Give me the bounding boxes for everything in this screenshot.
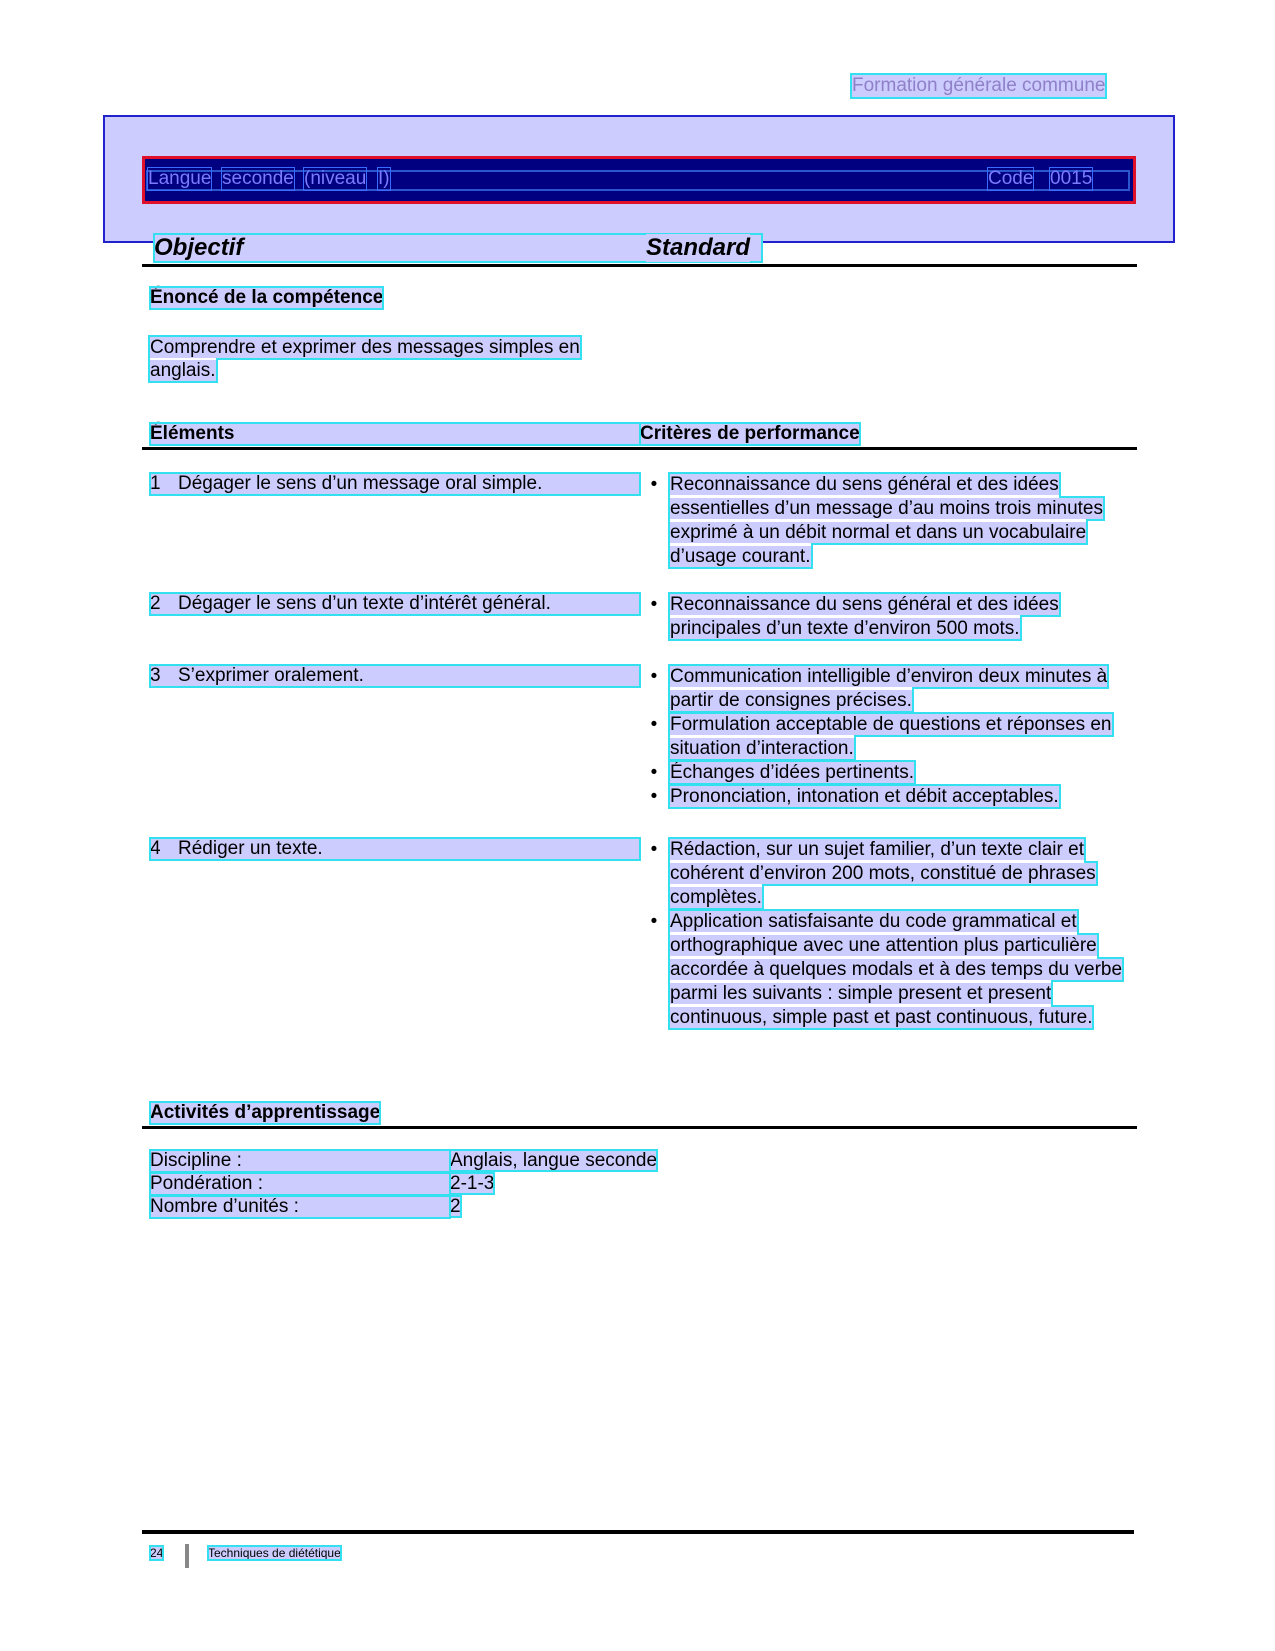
element-text: Rédiger un texte.: [178, 838, 323, 859]
criterion-item: [650, 910, 1130, 1030]
criterion-item: [650, 665, 1130, 713]
bullet-icon: •: [650, 666, 658, 687]
element-row-2: [150, 593, 640, 615]
element-row-3: [150, 665, 640, 687]
bullet-icon: •: [650, 714, 658, 735]
bullet-icon: •: [650, 786, 658, 807]
criterion-text: Formulation acceptable de questions et réponses en situation d’interaction.: [670, 714, 1112, 759]
element-row-4: [150, 838, 640, 860]
element-text: S’exprimer oralement.: [178, 665, 364, 686]
competence-heading: Énoncé de la compétence: [150, 287, 384, 308]
course-code-label: Code: [988, 168, 1034, 189]
bullet-icon: •: [650, 762, 658, 783]
units-label: Nombre d’unités :: [150, 1196, 450, 1218]
elements-heading: Éléments: [150, 423, 640, 445]
criterion-item: [650, 473, 1130, 569]
competence-text: [150, 336, 620, 382]
element-number: 4: [150, 838, 161, 859]
criterion-text: Reconnaissance du sens général et des idées essentielles d’un message d’au moins trois minutes exprimé à un débit normal et dans un vocabulaire d’usage courant.: [670, 474, 1103, 567]
element-text: Dégager le sens d’un message oral simple.: [178, 473, 543, 494]
element-number: 3: [150, 665, 161, 686]
element-row-1: [150, 473, 640, 495]
ponderation-value: 2-1-3: [450, 1173, 495, 1194]
competence-text-content: Comprendre et exprimer des messages simples en anglais.: [150, 337, 580, 381]
ponderation-row: [150, 1173, 494, 1195]
objectif-heading-text: Objectif: [154, 234, 244, 261]
footer-rule: [142, 1530, 1134, 1534]
bullet-icon: •: [650, 594, 658, 615]
criteria-list-3: [650, 665, 1130, 809]
course-code-value: 0015: [1050, 168, 1093, 189]
element-text: Dégager le sens d’un texte d’intérêt général.: [178, 593, 551, 614]
element-number: 2: [150, 593, 161, 614]
discipline-label: Discipline :: [150, 1150, 450, 1172]
activities-heading: Activités d’apprentissage: [150, 1102, 381, 1123]
criterion-item: [650, 593, 1130, 641]
running-header: Formation générale commune: [852, 75, 1106, 96]
activities-rule: [142, 1126, 1137, 1129]
heading-rule: [142, 264, 1137, 267]
criterion-item: [650, 713, 1130, 761]
criterion-item: [650, 785, 1130, 809]
criterion-item: [650, 838, 1130, 910]
criterion-text: Rédaction, sur un sujet familier, d’un texte clair et cohérent d’environ 200 mots, constitué de phrases complètes.: [670, 839, 1096, 908]
bullet-icon: •: [650, 474, 658, 495]
criteria-heading: Critères de performance: [640, 423, 860, 444]
footer-page-number: 24: [150, 1546, 164, 1560]
ponderation-label: Pondération :: [150, 1173, 450, 1195]
element-number: 1: [150, 473, 161, 494]
bullet-icon: •: [650, 839, 658, 860]
standard-heading: Standard: [646, 234, 751, 261]
criteria-list-4: [650, 838, 1130, 1030]
criterion-text: Échanges d’idées pertinents.: [670, 762, 914, 783]
criterion-text: Application satisfaisante du code grammatical et orthographique avec une attention plus particulière accordée à quelques modals et à des temps du verbe parmi les suivants : simple present et present continuous, simple past et past continuous, future.: [670, 911, 1123, 1028]
units-value: 2: [450, 1196, 461, 1217]
criteria-list-1: [650, 473, 1130, 569]
units-row: [150, 1196, 461, 1218]
criterion-text: Prononciation, intonation et débit acceptables.: [670, 786, 1059, 807]
course-title-word-1: Langue: [148, 168, 212, 189]
bullet-icon: •: [650, 911, 658, 932]
course-title-word-2: seconde: [222, 168, 294, 189]
criteria-list-2: [650, 593, 1130, 641]
criterion-text: Reconnaissance du sens général et des idées principales d’un texte d’environ 500 mots.: [670, 594, 1059, 639]
course-title-word-3: (niveau: [304, 168, 367, 189]
criterion-item: [650, 761, 1130, 785]
footer-program-title: Techniques de diététique: [208, 1546, 341, 1560]
table-rule: [142, 447, 1137, 450]
discipline-value: Anglais, langue seconde: [450, 1150, 658, 1171]
course-title-word-4: I): [378, 168, 390, 189]
criterion-text: Communication intelligible d’environ deux minutes à partir de consignes précises.: [670, 666, 1108, 711]
footer-separator: [185, 1544, 189, 1568]
discipline-row: [150, 1150, 657, 1172]
